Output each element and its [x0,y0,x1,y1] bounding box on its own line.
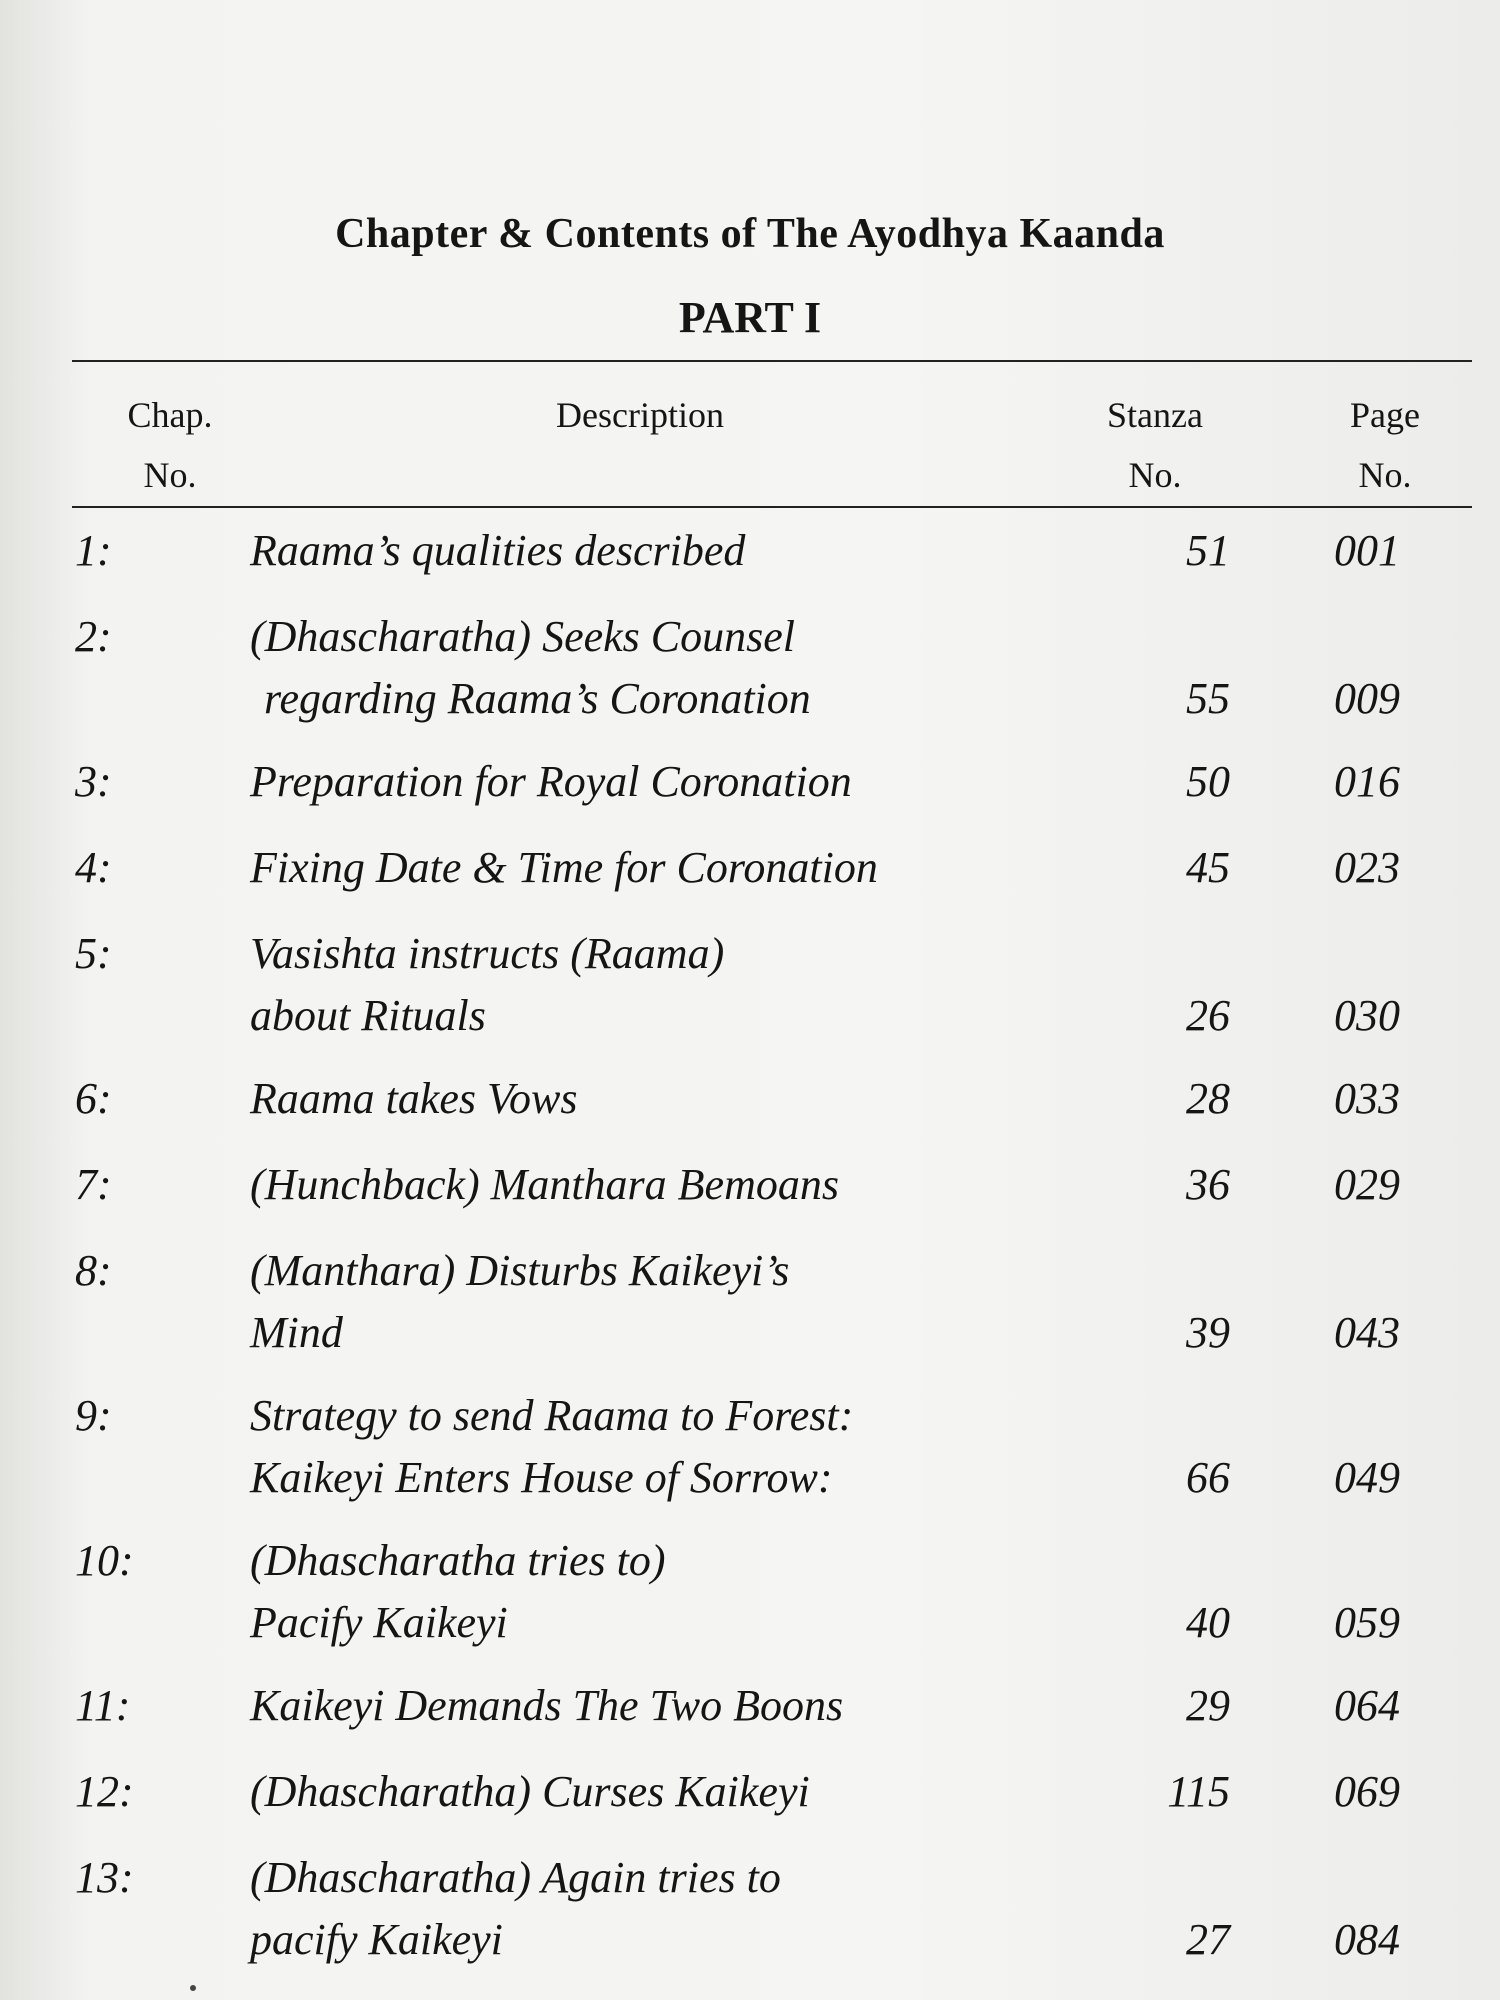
header-page-no-label: No. [1358,455,1412,495]
chapter-description [250,751,1110,813]
print-speck [190,1985,196,1991]
description-line: (Dhascharatha) Curses Kaikeyi [250,1767,810,1816]
description-line: (Dhascharatha) Again tries to [250,1853,781,1902]
chapter-number: 6: [75,1074,112,1123]
stanza-count: 40 [1186,1598,1230,1647]
description-line-2: regarding Raama’s Coronation [264,674,811,723]
description-line: Raama takes Vows [250,1074,578,1123]
chapter-description [250,1675,1110,1737]
chapter-number: 13: [75,1853,134,1902]
description-line: Fixing Date & Time for Coronation [250,843,878,892]
table-row [0,1068,1500,1154]
chapter-number: 8: [75,1246,112,1295]
header-chap-label: Chap. [127,395,213,435]
stanza-count: 28 [1186,1074,1230,1123]
page-number: 033 [1334,1074,1400,1123]
chapter-description [250,1154,1110,1216]
chapter-number: 9: [75,1391,112,1440]
chapter-description [250,1068,1110,1130]
chapter-description [250,1530,1110,1654]
part-heading: PART I [678,293,822,342]
page-number: 016 [1334,757,1400,806]
table-row [0,1761,1500,1847]
page-number: 043 [1334,1308,1400,1357]
header-description: Description [556,395,724,435]
chapter-number: 10: [75,1536,134,1585]
stanza-count: 36 [1186,1160,1230,1209]
chapter-number: 3: [75,757,112,806]
description-line: Raama’s qualities described [250,526,746,575]
description-line: Strategy to send Raama to Forest: [250,1391,854,1440]
page-number: 029 [1334,1160,1400,1209]
table-row [0,837,1500,923]
header-page-label: Page [1350,395,1420,435]
description-line: (Manthara) Disturbs Kaikeyi’s [250,1246,790,1295]
header-stanza-no-label: No. [1128,455,1182,495]
chapter-description [250,606,1110,730]
header-stanza-no [1070,385,1240,505]
page-number: 059 [1334,1598,1400,1647]
header-page-no [1310,385,1460,505]
description-line-2: Mind [250,1308,343,1357]
description-line-2: pacify Kaikeyi [250,1915,503,1964]
chapter-description [250,1847,1110,1971]
table-row [0,923,1500,1068]
description-line-2: about Rituals [250,991,486,1040]
chapter-number: 5: [75,929,112,978]
description-line: Kaikeyi Demands The Two Boons [250,1681,844,1730]
page-number: 009 [1334,674,1400,723]
table-row [0,1675,1500,1761]
description-line: (Dhascharatha) Seeks Counsel [250,612,796,661]
contents-table [0,520,1500,1992]
table-row [0,1530,1500,1675]
stanza-count: 39 [1186,1308,1230,1357]
page-number: 023 [1334,843,1400,892]
page-title: Chapter & Contents of The Ayodhya Kaanda [335,211,1165,257]
header-chap-no-label: No. [143,455,197,495]
chapter-description [250,1761,1110,1823]
page-number: 084 [1334,1915,1400,1964]
stanza-count: 45 [1186,843,1230,892]
stanza-count: 55 [1186,674,1230,723]
chapter-description [250,1240,1110,1364]
chapter-number: 1: [75,526,112,575]
page-number: 030 [1334,991,1400,1040]
chapter-number: 11: [75,1681,131,1730]
table-row [0,1240,1500,1385]
stanza-count: 27 [1186,1915,1230,1964]
table-row [0,606,1500,751]
description-line: (Hunchback) Manthara Bemoans [250,1160,839,1209]
chapter-number: 4: [75,843,112,892]
stanza-count: 51 [1186,526,1230,575]
description-line-2: Kaikeyi Enters House of Sorrow: [250,1453,833,1502]
description-line: Preparation for Royal Coronation [250,757,852,806]
page-number: 001 [1334,526,1400,575]
stanza-count: 50 [1186,757,1230,806]
chapter-description [250,837,1110,899]
page-number: 064 [1334,1681,1400,1730]
description-line-2: Pacify Kaikeyi [250,1598,508,1647]
description-line: Vasishta instructs (Raama) [250,929,725,978]
chapter-description [250,923,1110,1047]
stanza-count: 115 [1167,1767,1230,1816]
chapter-description [250,1385,1110,1509]
table-row [0,1154,1500,1240]
page-number: 049 [1334,1453,1400,1502]
chapter-description [250,520,1110,582]
table-row [0,1385,1500,1530]
stanza-count: 29 [1186,1681,1230,1730]
table-row [0,751,1500,837]
chapter-number: 2: [75,612,112,661]
description-line: (Dhascharatha tries to) [250,1536,666,1585]
table-row [0,1847,1500,1992]
stanza-count: 26 [1186,991,1230,1040]
header-bottom-rule [72,506,1472,508]
header-chap-no [90,385,250,505]
header-stanza-label: Stanza [1107,395,1203,435]
page-number: 069 [1334,1767,1400,1816]
header-top-rule [72,360,1472,362]
chapter-number: 7: [75,1160,112,1209]
table-row [0,520,1500,606]
stanza-count: 66 [1186,1453,1230,1502]
chapter-number: 12: [75,1767,134,1816]
